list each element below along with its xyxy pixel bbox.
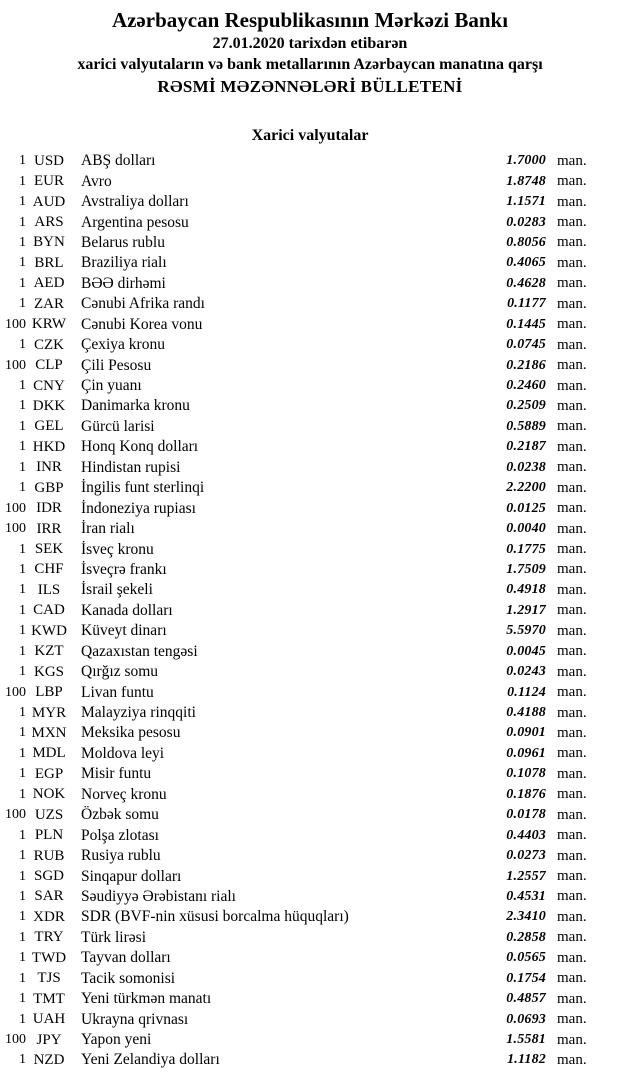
- currency-name-cell: Yeni Zelandiya dolları: [81, 1051, 220, 1069]
- unit-cell: man.: [557, 397, 587, 414]
- rate-row: [0, 785, 620, 805]
- currency-name-cell: Çili Pesosu: [81, 356, 152, 374]
- currency-code-cell: CLP: [35, 357, 63, 374]
- rate-row: [0, 315, 620, 335]
- currency-code-cell: TWD: [31, 949, 67, 966]
- unit-cell: man.: [557, 336, 587, 353]
- currency-name-cell: Malayziya rinqqiti: [81, 704, 196, 722]
- quantity-cell: 100: [5, 521, 26, 537]
- currency-name-cell: İsveçrə frankı: [81, 560, 167, 578]
- rate-row: [0, 805, 620, 825]
- unit-cell: man.: [557, 193, 587, 210]
- quantity-cell: 100: [5, 500, 26, 516]
- currency-code-cell: IDR: [36, 500, 62, 517]
- currency-code-cell: NOK: [32, 786, 66, 803]
- quantity-cell: 1: [19, 643, 26, 659]
- rate-value-cell: 1.5581: [506, 1032, 546, 1048]
- quantity-cell: 1: [19, 378, 26, 394]
- rate-row: [0, 1050, 620, 1070]
- quantity-cell: 1: [19, 255, 26, 271]
- rate-row: [0, 580, 620, 600]
- rate-value-cell: 0.2509: [506, 398, 546, 414]
- quantity-cell: 1: [19, 868, 26, 884]
- quantity-cell: 1: [19, 991, 26, 1007]
- currency-code-cell: SAR: [34, 888, 64, 905]
- quantity-cell: 1: [19, 541, 26, 557]
- rate-value-cell: 0.0238: [506, 459, 546, 475]
- unit-cell: man.: [557, 786, 587, 803]
- currency-code-cell: CHF: [34, 561, 64, 578]
- rate-row: [0, 376, 620, 396]
- quantity-cell: 1: [19, 1052, 26, 1068]
- unit-cell: man.: [557, 152, 587, 169]
- currency-code-cell: CAD: [33, 602, 65, 619]
- unit-cell: man.: [557, 357, 587, 374]
- currency-code-cell: CZK: [34, 336, 64, 353]
- unit-cell: man.: [557, 438, 587, 455]
- currency-code-cell: RUB: [33, 847, 65, 864]
- rate-row: [0, 846, 620, 866]
- currency-code-cell: KWD: [31, 622, 67, 639]
- rate-value-cell: 0.1775: [506, 541, 546, 557]
- unit-cell: man.: [557, 418, 587, 435]
- rate-row: [0, 253, 620, 273]
- currency-code-cell: UZS: [34, 806, 64, 823]
- rate-row: [0, 744, 620, 764]
- unit-cell: man.: [557, 275, 587, 292]
- rate-value-cell: 0.8056: [506, 234, 546, 250]
- currency-code-cell: BYN: [33, 234, 65, 251]
- currency-code-cell: MYR: [31, 704, 67, 721]
- currency-code-cell: AED: [33, 275, 65, 292]
- quantity-cell: 1: [19, 561, 26, 577]
- rate-value-cell: 0.1876: [506, 786, 546, 802]
- rate-row: [0, 192, 620, 212]
- rate-row: [0, 1030, 620, 1050]
- quantity-cell: 1: [19, 766, 26, 782]
- currency-code-cell: ILS: [37, 581, 61, 598]
- currency-code-cell: JPY: [36, 1031, 62, 1048]
- quantity-cell: 1: [19, 970, 26, 986]
- rate-value-cell: 2.2200: [506, 480, 546, 496]
- unit-cell: man.: [557, 745, 587, 762]
- quantity-cell: 1: [19, 418, 26, 434]
- currency-name-cell: Norveç kronu: [81, 785, 167, 803]
- rate-value-cell: 0.0565: [506, 950, 546, 966]
- rate-row: [0, 948, 620, 968]
- rate-row: [0, 642, 620, 662]
- unit-cell: man.: [557, 704, 587, 721]
- rate-value-cell: 1.2917: [506, 602, 546, 618]
- currency-code-cell: KGS: [33, 663, 64, 680]
- currency-name-cell: Rusiya rublu: [81, 847, 161, 865]
- currency-name-cell: BƏƏ dirhəmi: [81, 274, 166, 292]
- unit-cell: man.: [557, 173, 587, 190]
- currency-name-cell: Polşa zlotası: [81, 826, 159, 844]
- rate-row: [0, 1009, 620, 1029]
- rate-value-cell: 0.2187: [506, 439, 546, 455]
- rate-value-cell: 0.0178: [506, 807, 546, 823]
- currency-code-cell: TJS: [37, 970, 61, 987]
- rate-value-cell: 0.1078: [506, 766, 546, 782]
- unit-cell: man.: [557, 541, 587, 558]
- currency-name-cell: Tacik somonisi: [81, 969, 176, 987]
- currency-code-cell: INR: [36, 459, 62, 476]
- quantity-cell: 1: [19, 173, 26, 189]
- unit-cell: man.: [557, 479, 587, 496]
- unit-cell: man.: [557, 663, 587, 680]
- unit-cell: man.: [557, 377, 587, 394]
- quantity-cell: 1: [19, 153, 26, 169]
- unit-cell: man.: [557, 520, 587, 537]
- rate-value-cell: 1.1571: [506, 194, 546, 210]
- currency-code-cell: LBP: [35, 684, 63, 701]
- rate-row: [0, 601, 620, 621]
- rate-value-cell: 0.1754: [506, 970, 546, 986]
- rate-row: [0, 662, 620, 682]
- currency-name-cell: Hindistan rupisi: [81, 458, 181, 476]
- quantity-cell: 1: [19, 439, 26, 455]
- currency-code-cell: HKD: [32, 438, 66, 455]
- bulletin-title: RƏSMİ MƏZƏNNƏLƏRİ BÜLLETENİ: [157, 77, 463, 96]
- rate-value-cell: 1.2557: [506, 868, 546, 884]
- rate-value-cell: 0.0745: [506, 337, 546, 353]
- rate-value-cell: 0.0125: [506, 500, 546, 516]
- currency-code-cell: NZD: [33, 1051, 65, 1068]
- unit-cell: man.: [557, 827, 587, 844]
- rate-value-cell: 0.4918: [506, 582, 546, 598]
- rates-table-body: [0, 151, 620, 1071]
- currency-code-cell: SEK: [34, 541, 64, 558]
- rate-row: [0, 969, 620, 989]
- rate-value-cell: 0.0283: [506, 214, 546, 230]
- quantity-cell: 1: [19, 705, 26, 721]
- currency-name-cell: Argentina pesosu: [81, 213, 189, 231]
- rate-value-cell: 0.1445: [506, 316, 546, 332]
- quantity-cell: 1: [19, 459, 26, 475]
- currency-code-cell: USD: [33, 152, 64, 169]
- rate-row: [0, 682, 620, 702]
- rate-value-cell: 0.0243: [506, 664, 546, 680]
- currency-name-cell: Çexiya kronu: [81, 336, 165, 354]
- currency-name-cell: Livan funtu: [81, 683, 154, 701]
- unit-cell: man.: [557, 581, 587, 598]
- currency-name-cell: İsrail şekeli: [81, 581, 153, 599]
- quantity-cell: 100: [5, 807, 26, 823]
- currency-name-cell: Qırğız somu: [81, 663, 159, 681]
- unit-cell: man.: [557, 500, 587, 517]
- currency-code-cell: GBP: [34, 479, 64, 496]
- currency-name-cell: Avstraliya dolları: [81, 193, 189, 211]
- rate-value-cell: 0.2186: [506, 357, 546, 373]
- currency-code-cell: AUD: [32, 193, 66, 210]
- quantity-cell: 1: [19, 337, 26, 353]
- rate-value-cell: 0.2460: [506, 378, 546, 394]
- unit-cell: man.: [557, 949, 587, 966]
- rate-value-cell: 0.0273: [506, 848, 546, 864]
- unit-cell: man.: [557, 561, 587, 578]
- rate-row: [0, 560, 620, 580]
- rate-row: [0, 396, 620, 416]
- quantity-cell: 1: [19, 275, 26, 291]
- currency-code-cell: IRR: [36, 520, 62, 537]
- quantity-cell: 1: [19, 950, 26, 966]
- quantity-cell: 1: [19, 888, 26, 904]
- rate-value-cell: 1.1182: [507, 1052, 546, 1068]
- unit-cell: man.: [557, 214, 587, 231]
- currency-code-cell: PLN: [34, 827, 64, 844]
- rate-value-cell: 5.5970: [506, 623, 546, 639]
- quantity-cell: 100: [5, 684, 26, 700]
- quantity-cell: 100: [5, 1032, 26, 1048]
- unit-cell: man.: [557, 970, 587, 987]
- currency-name-cell: Çin yuanı: [81, 377, 142, 395]
- rate-value-cell: 0.2858: [506, 929, 546, 945]
- rate-row: [0, 335, 620, 355]
- rate-value-cell: 0.4065: [506, 255, 546, 271]
- rate-value-cell: 0.5889: [506, 418, 546, 434]
- currency-name-cell: Danimarka kronu: [81, 397, 190, 415]
- rate-row: [0, 437, 620, 457]
- rate-value-cell: 1.7000: [506, 153, 546, 169]
- unit-cell: man.: [557, 684, 587, 701]
- quantity-cell: 1: [19, 929, 26, 945]
- unit-cell: man.: [557, 724, 587, 741]
- unit-cell: man.: [557, 316, 587, 333]
- bank-title: Azərbaycan Respublikasının Mərkəzi Bankı: [111, 8, 509, 32]
- rate-row: [0, 498, 620, 518]
- rate-row: [0, 519, 620, 539]
- currency-name-cell: Türk lirəsi: [81, 928, 146, 946]
- rate-value-cell: 0.1177: [507, 296, 546, 312]
- currency-name-cell: İran rialı: [81, 520, 135, 538]
- currency-name-cell: Tayvan dolları: [81, 949, 171, 967]
- currency-code-cell: BRL: [34, 254, 64, 271]
- rate-row: [0, 723, 620, 743]
- unit-cell: man.: [557, 868, 587, 885]
- unit-cell: man.: [557, 1011, 587, 1028]
- unit-cell: man.: [557, 847, 587, 864]
- quantity-cell: 1: [19, 827, 26, 843]
- rate-value-cell: 0.1124: [507, 684, 546, 700]
- unit-cell: man.: [557, 806, 587, 823]
- unit-cell: man.: [557, 888, 587, 905]
- rate-value-cell: 1.8748: [506, 173, 546, 189]
- rate-value-cell: 0.0961: [506, 745, 546, 761]
- currency-name-cell: Meksika pesosu: [81, 724, 181, 742]
- currency-code-cell: KZT: [34, 643, 64, 660]
- unit-cell: man.: [557, 1031, 587, 1048]
- currency-name-cell: Özbək somu: [81, 806, 159, 824]
- subject-line: xarici valyutaların və bank metallarının Azərbaycan manatına qarşı: [77, 56, 543, 73]
- section-title-foreign-currencies: Xarici valyutalar: [251, 127, 369, 144]
- currency-code-cell: DKK: [32, 397, 66, 414]
- quantity-cell: 1: [19, 848, 26, 864]
- unit-cell: man.: [557, 234, 587, 251]
- currency-code-cell: TMT: [33, 990, 65, 1007]
- currency-name-cell: İngilis funt sterlinqi: [81, 479, 205, 497]
- unit-cell: man.: [557, 908, 587, 925]
- currency-name-cell: İsveç kronu: [81, 540, 154, 558]
- quantity-cell: 100: [5, 357, 26, 373]
- quantity-cell: 1: [19, 909, 26, 925]
- rate-row: [0, 887, 620, 907]
- rate-value-cell: 0.4857: [506, 991, 546, 1007]
- rate-row: [0, 151, 620, 171]
- currency-code-cell: EGP: [34, 765, 64, 782]
- unit-cell: man.: [557, 622, 587, 639]
- rate-value-cell: 0.0045: [506, 643, 546, 659]
- rate-row: [0, 171, 620, 191]
- currency-name-cell: Belarus rublu: [81, 233, 165, 251]
- rate-row: [0, 539, 620, 559]
- rate-value-cell: 0.0901: [506, 725, 546, 741]
- currency-code-cell: ARS: [34, 214, 64, 231]
- currency-name-cell: İndoneziya rupiası: [81, 499, 196, 517]
- rate-row: [0, 825, 620, 845]
- quantity-cell: 1: [19, 480, 26, 496]
- currency-code-cell: XDR: [33, 908, 65, 925]
- quantity-cell: 1: [19, 745, 26, 761]
- rate-value-cell: 0.4403: [506, 827, 546, 843]
- rate-row: [0, 294, 620, 314]
- currency-name-cell: Kanada dolları: [81, 601, 173, 619]
- unit-cell: man.: [557, 459, 587, 476]
- rate-value-cell: 1.7509: [506, 561, 546, 577]
- currency-name-cell: Gürcü larisi: [81, 417, 155, 435]
- currency-name-cell: Cənubi Korea vonu: [81, 315, 203, 333]
- rate-row: [0, 703, 620, 723]
- rate-row: [0, 478, 620, 498]
- unit-cell: man.: [557, 929, 587, 946]
- quantity-cell: 1: [19, 296, 26, 312]
- rate-row: [0, 866, 620, 886]
- rate-value-cell: 0.0040: [506, 521, 546, 537]
- rate-row: [0, 355, 620, 375]
- quantity-cell: 1: [19, 582, 26, 598]
- currency-name-cell: Yapon yeni: [81, 1031, 152, 1049]
- currency-name-cell: Səudiyyə Ərəbistanı rialı: [81, 887, 236, 905]
- currency-code-cell: CNY: [33, 377, 65, 394]
- rate-value-cell: 2.3410: [506, 909, 546, 925]
- currency-name-cell: ABŞ dolları: [81, 152, 156, 170]
- currency-name-cell: SDR (BVF-nin xüsusi borcalma hüquqları): [81, 908, 349, 926]
- quantity-cell: 1: [19, 725, 26, 741]
- quantity-cell: 1: [19, 194, 26, 210]
- quantity-cell: 1: [19, 398, 26, 414]
- currency-name-cell: Qazaxıstan tengəsi: [81, 642, 198, 660]
- currency-name-cell: Honq Konq dolları: [81, 438, 199, 456]
- currency-name-cell: Moldova leyi: [81, 744, 165, 762]
- rate-row: [0, 417, 620, 437]
- rate-value-cell: 0.4188: [506, 705, 546, 721]
- currency-name-cell: Avro: [81, 172, 112, 190]
- currency-name-cell: Sinqapur dolları: [81, 867, 182, 885]
- currency-name-cell: Ukrayna qrivnası: [81, 1010, 189, 1028]
- rate-row: [0, 274, 620, 294]
- unit-cell: man.: [557, 254, 587, 271]
- currency-code-cell: GEL: [34, 418, 64, 435]
- rate-row: [0, 233, 620, 253]
- unit-cell: man.: [557, 602, 587, 619]
- currency-code-cell: KRW: [31, 316, 67, 333]
- quantity-cell: 1: [19, 602, 26, 618]
- quantity-cell: 1: [19, 623, 26, 639]
- unit-cell: man.: [557, 643, 587, 660]
- quantity-cell: 1: [19, 786, 26, 802]
- currency-code-cell: EUR: [34, 173, 64, 190]
- currency-code-cell: ZAR: [34, 295, 64, 312]
- rate-value-cell: 0.4531: [506, 888, 546, 904]
- unit-cell: man.: [557, 1051, 587, 1068]
- quantity-cell: 1: [19, 664, 26, 680]
- currency-name-cell: Cənubi Afrika randı: [81, 295, 205, 313]
- rate-value-cell: 0.4628: [506, 275, 546, 291]
- currency-code-cell: UAH: [32, 1011, 66, 1028]
- currency-code-cell: SGD: [33, 868, 64, 885]
- unit-cell: man.: [557, 765, 587, 782]
- rate-row: [0, 212, 620, 232]
- currency-name-cell: Yeni türkmən manatı: [81, 990, 212, 1008]
- rate-row: [0, 764, 620, 784]
- currency-code-cell: MDL: [32, 745, 66, 762]
- unit-cell: man.: [557, 990, 587, 1007]
- rate-row: [0, 907, 620, 927]
- currency-code-cell: MXN: [31, 724, 67, 741]
- rate-row: [0, 989, 620, 1009]
- rate-row: [0, 928, 620, 948]
- effective-date-line: 27.01.2020 tarixdən etibarən: [212, 35, 408, 52]
- currency-name-cell: Braziliya rialı: [81, 254, 167, 272]
- rate-value-cell: 0.0693: [506, 1011, 546, 1027]
- rate-row: [0, 621, 620, 641]
- quantity-cell: 100: [5, 316, 26, 332]
- unit-cell: man.: [557, 295, 587, 312]
- currency-name-cell: Küveyt dinarı: [81, 622, 167, 640]
- quantity-cell: 1: [19, 234, 26, 250]
- quantity-cell: 1: [19, 214, 26, 230]
- currency-code-cell: TRY: [34, 929, 64, 946]
- quantity-cell: 1: [19, 1011, 26, 1027]
- currency-name-cell: Misir funtu: [81, 765, 152, 783]
- rate-row: [0, 458, 620, 478]
